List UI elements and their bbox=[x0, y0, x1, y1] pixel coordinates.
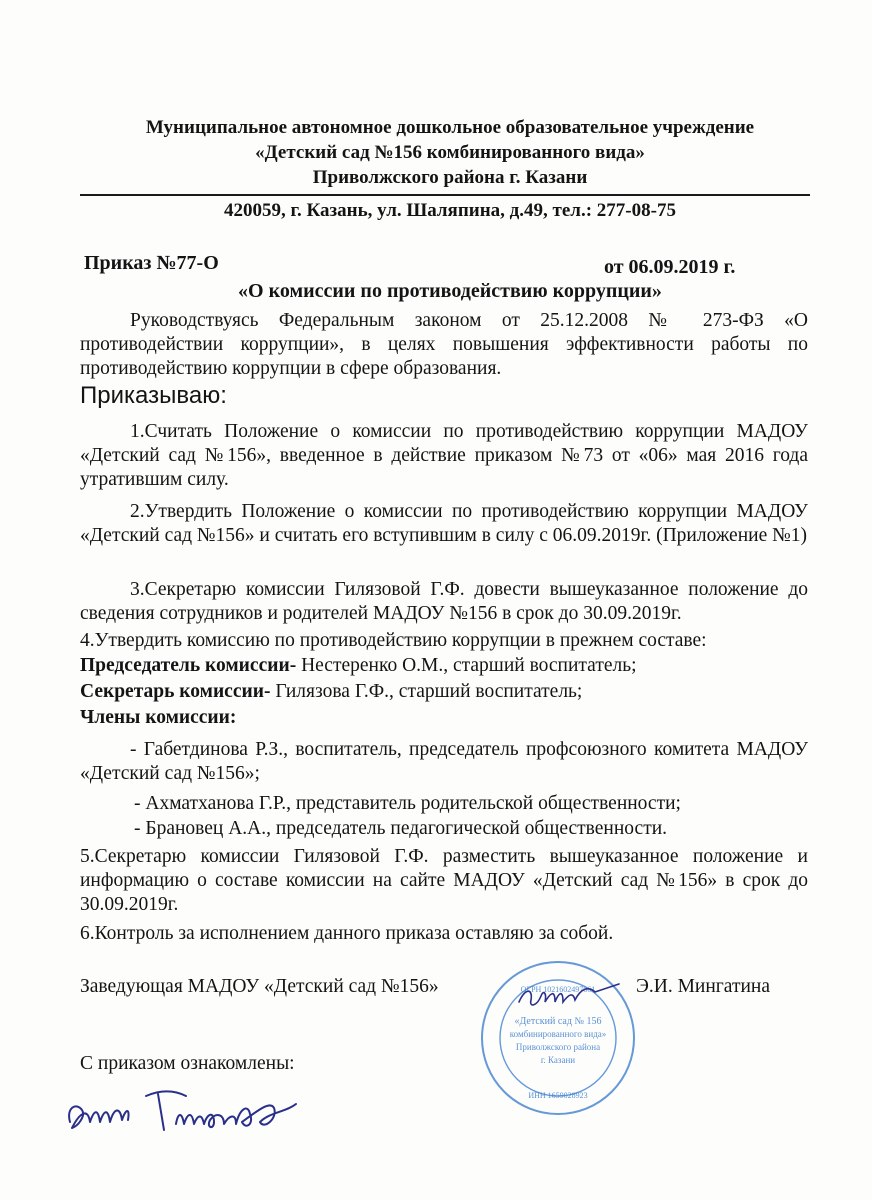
order-item-6: 6.Контроль за исполнением данного приказа оставляю за собой. bbox=[80, 923, 614, 944]
header-address: 420059, г. Казань, ул. Шаляпина, д.49, тел.: 277-08-75 bbox=[224, 200, 676, 221]
chair-label: Председатель комиссии- bbox=[80, 655, 297, 676]
acquainted-label: С приказом ознакомлены: bbox=[80, 1053, 295, 1074]
commission-secretary bbox=[80, 680, 808, 704]
commission-member-3: - Брановец А.А., председатель педагогической общественности. bbox=[134, 818, 668, 839]
stamp-line-3: комбинированного вида» bbox=[509, 1029, 607, 1039]
order-preamble: Руководствуясь Федеральным законом от 25.12.2008 № 273-ФЗ «О противодействии коррупции», в целях повышения эффективности работы по противодействию коррупции в сфере образования. bbox=[80, 310, 808, 379]
secretary-label: Секретарь комиссии- bbox=[80, 681, 271, 702]
secretary-value: Гилязова Г.Ф., старший воспитатель; bbox=[270, 681, 583, 702]
order-command: Приказываю: bbox=[80, 382, 227, 409]
header-institution-line1: Муниципальное автономное дошкольное образовательное учреждение bbox=[145, 117, 755, 138]
order-item-2: 2.Утвердить Положение о комиссии по противодействию коррупции МАДОУ «Детский сад №156» и считать его вступившим в силу с 06.09.2019г. (Приложение №1) bbox=[80, 501, 808, 546]
order-item-4: 4.Утвердить комиссию по противодействию коррупции в прежнем составе: bbox=[80, 630, 707, 651]
order-date: от 06.09.2019 г. bbox=[604, 256, 736, 278]
order-item-3: 3.Секретарю комиссии Гилязовой Г.Ф. довести вышеуказанное положение до сведения сотрудников и родителей МАДОУ №156 в срок до 30.09.2019г. bbox=[80, 579, 808, 624]
commission-member-2: - Ахматханова Г.Р., представитель родительской общественности; bbox=[134, 793, 681, 814]
stamp-ogrn: ОГРН 1021602497061 bbox=[520, 985, 596, 994]
header-institution-line2: «Детский сад №156 комбинированного вида» bbox=[255, 142, 645, 163]
signatory-position: Заведующая МАДОУ «Детский сад №156» bbox=[80, 976, 439, 997]
signatory-name: Э.И. Мингатина bbox=[636, 976, 770, 997]
order-number: Приказ №77-О bbox=[84, 252, 219, 274]
acquaintance-signature bbox=[64, 1078, 324, 1148]
commission-member-1: - Габетдинова Р.З., воспитатель, председатель профсоюзного комитета МАДОУ «Детский сад №156»; bbox=[80, 739, 808, 784]
stamp-inn: ИНН 1659028923 bbox=[528, 1091, 588, 1100]
director-signature bbox=[515, 978, 625, 1014]
order-item-5: 5.Секретарю комиссии Гилязовой Г.Ф. разместить вышеуказанное положение и информацию о составе комиссии на сайте МАДОУ «Детский сад №156» в срок до 30.09.2019г. bbox=[80, 846, 808, 915]
header-divider bbox=[80, 194, 810, 196]
header-institution-line3: Приволжского района г. Казани bbox=[312, 167, 588, 188]
stamp-line-5: г. Казани bbox=[540, 1055, 576, 1065]
order-title: «О комиссии по противодействию коррупции» bbox=[238, 280, 662, 302]
commission-chair bbox=[80, 654, 808, 678]
chair-value: Нестеренко О.М., старший воспитатель; bbox=[296, 655, 637, 676]
commission-members-label: Члены комиссии: bbox=[80, 707, 237, 728]
stamp-line-4: Приволжского района bbox=[515, 1042, 601, 1052]
order-item-1: 1.Считать Положение о комиссии по противодействию коррупции МАДОУ «Детский сад №156», введенное в действие приказом №73 от «06» мая 2016 года утратившим силу. bbox=[80, 421, 808, 490]
stamp-line-2: «Детский сад № 156 bbox=[514, 1016, 602, 1027]
